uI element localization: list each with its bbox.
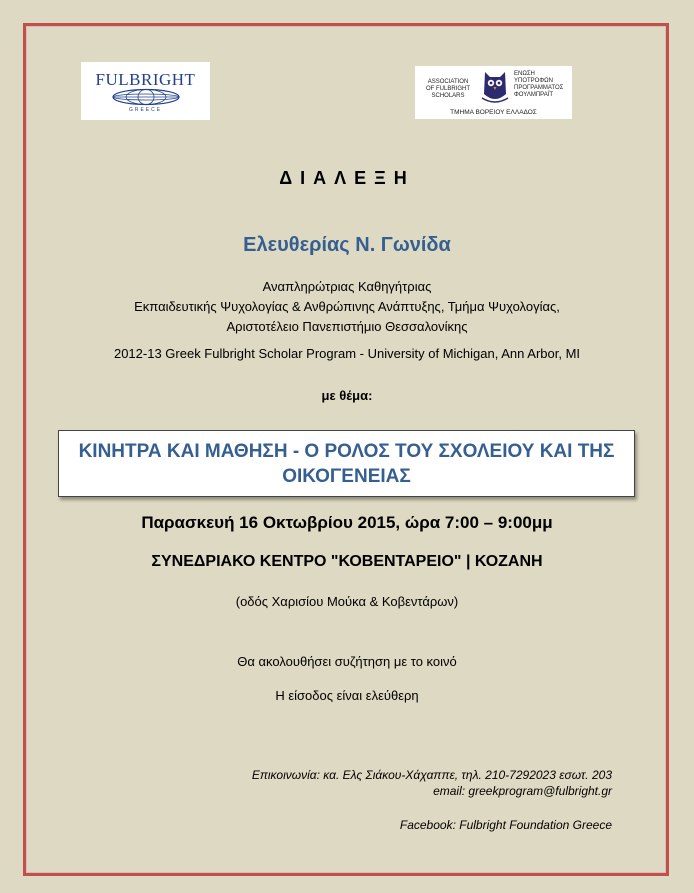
association-english-name: ASSOCIATION OF FULBRIGHT SCHOLARS [425,79,470,99]
fulbright-logo-subtitle: GREECE [128,107,163,113]
globe-icon [111,88,181,106]
association-logo [415,66,572,119]
event-address: (οδός Χαρισίου Μούκα & Κοβεντάρων) [235,594,459,609]
fulbright-logo-wordmark: FULBRIGHT [95,70,196,89]
topic-box [58,430,635,497]
contact-facebook[interactable]: Facebook: Fulbright Foundation Greece [399,818,612,832]
speaker-university: Αριστοτέλειο Πανεπιστήμιο Θεσσαλονίκης [226,319,468,334]
event-date: Παρασκευή 16 Οκτωβρίου 2015, ώρα 7:00 – 9:00μμ [141,513,553,532]
fulbright-greece-logo [81,62,210,120]
topic-title: ΚΙΝΗΤΡΑ ΚΑΙ ΜΑΘΗΣΗ - Ο ΡΟΛΟΣ ΤΟΥ ΣΧΟΛΕΙΟΥ ΚΑΙ ΤΗΣ ΟΙΚΟΓΕΝΕΙΑΣ [78,441,615,487]
discussion-note: Θα ακολουθήσει συζήτηση με το κοινό [237,654,457,669]
theme-label: με θέμα: [321,388,373,403]
owl-emblem-icon [479,68,511,106]
association-branch-label: ΤΜΗΜΑ ΒΟΡΕΙΟΥ ΕΛΛΑΔΟΣ [450,109,537,116]
contact-email[interactable]: email: greekprogram@fulbright.gr [433,784,612,798]
event-venue: ΣΥΝΕΔΡΙΑΚΟ ΚΕΝΤΡΟ "ΚΟΒΕΝΤΑΡΕΙΟ" | ΚΟΖΑΝΗ [151,553,543,570]
speaker-fulbright-program: 2012-13 Greek Fulbright Scholar Program - University of Michigan, Ann Arbor, MI [113,346,581,361]
association-greek-name: ΕΝΩΣΗ ΥΠΟΤΡΟΦΩΝ ΠΡΟΓΡΑΜΜΑΤΟΣ ΦΟΥΛΜΠΡΑΪΤ [514,71,564,98]
contact-phone: Επικοινωνία: κα. Ελς Σιάκου-Χάχαππε, τηλ. 210-7292023 εσωτ. 203 [251,768,612,782]
speaker-title: Αναπληρώτριας Καθηγήτριας [262,279,432,294]
speaker-department: Εκπαιδευτικής Ψυχολογίας & Ανθρώπινης Ανάπτυξης, Τμήμα Ψυχολογίας, [134,299,560,314]
free-entry-note: Η είσοδος είναι ελεύθερη [275,688,419,703]
lecture-heading: ΔΙΑΛΕΞΗ [279,168,415,188]
speaker-name: Ελευθερίας Ν. Γωνίδα [243,234,451,256]
